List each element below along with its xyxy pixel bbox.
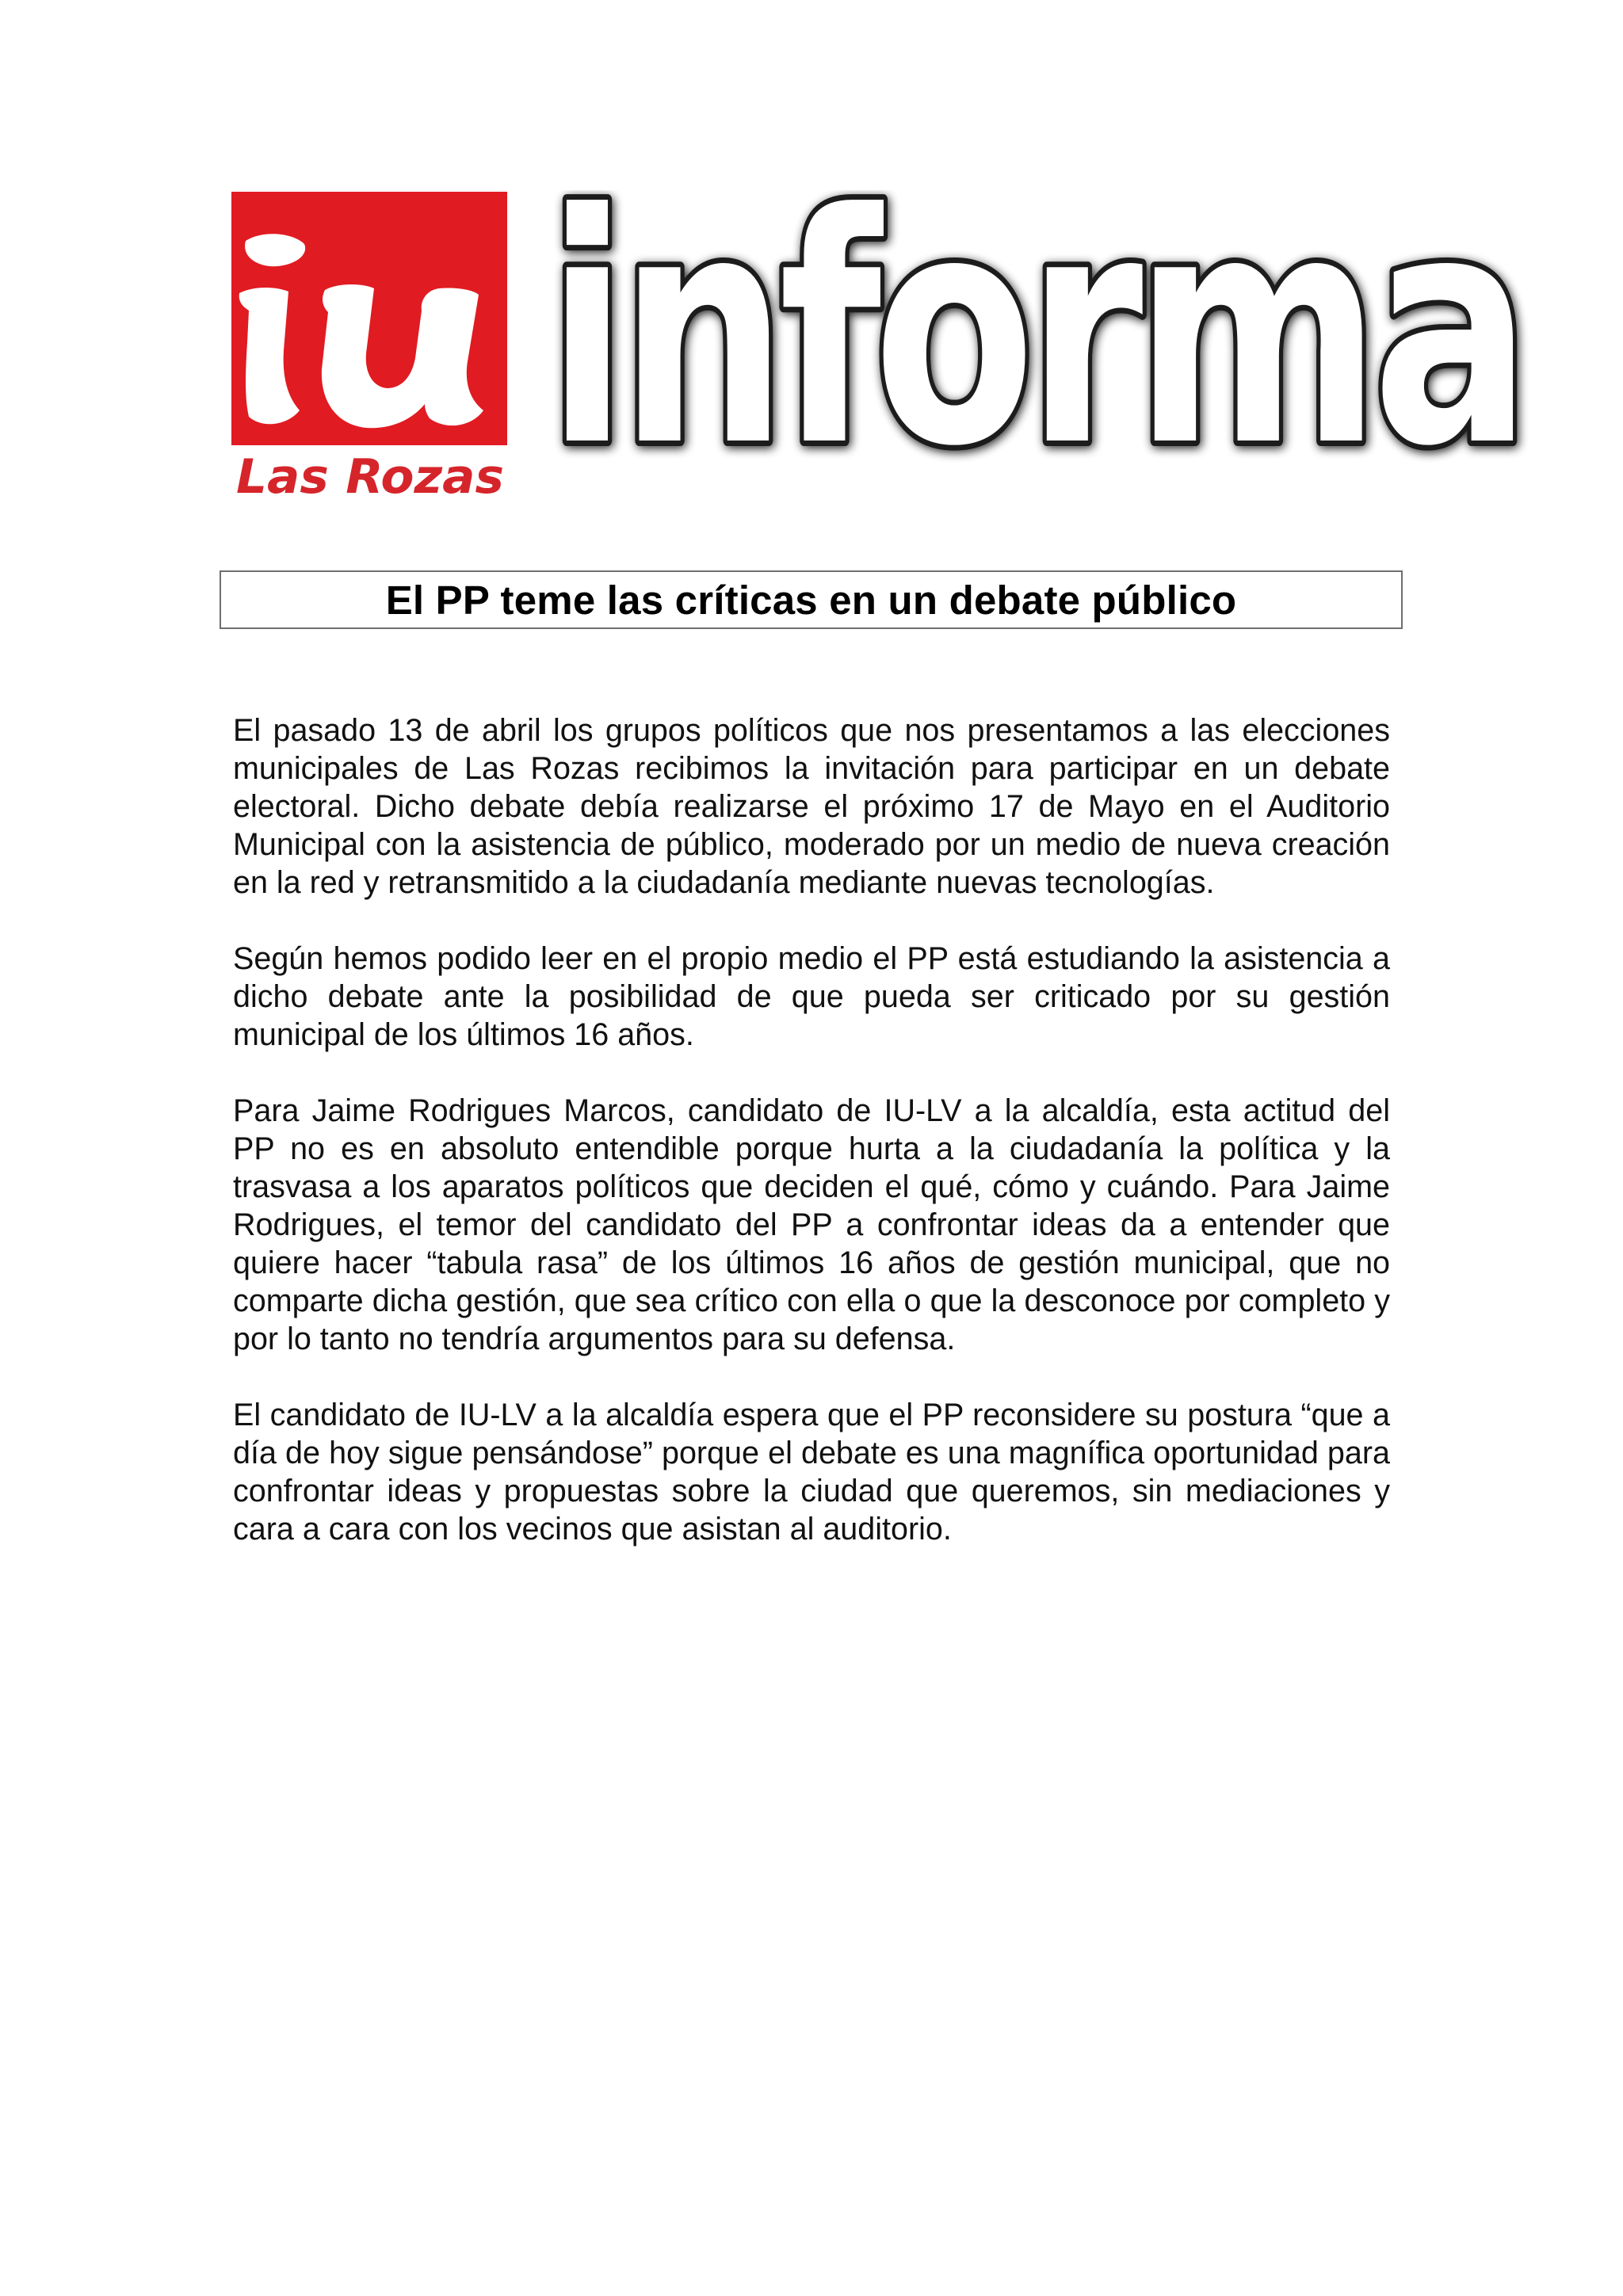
- iu-letters-graphic: [231, 192, 507, 445]
- masthead: [231, 190, 1531, 511]
- article-paragraph: Según hemos podido leer en el propio medio el PP está estudiando la asistencia a dicho debate ante la posibilidad de que pueda ser criticado por su gestión municipal de los últimos 16 años.: [233, 941, 1390, 1052]
- article-paragraph: Para Jaime Rodrigues Marcos, candidato de IU-LV a la alcaldía, esta actitud del PP no es en absoluto entendible porque hurta a la ciudadanía la política y la trasvasa a los aparatos políticos que deciden el qué, cómo y cuándo. Para Jaime Rodrigues, el temor del candidato del PP a confrontar ideas da a entender que quiere hacer “tabula rasa” de los últimos 16 años de gestión municipal, que no comparte dicha gestión, que sea crítico con ella o que la desconoce por completo y por lo tanto no tendría argumentos para su defensa.: [233, 1093, 1390, 1356]
- article-body: [233, 711, 1390, 1586]
- iu-las-rozas-logo: [231, 192, 507, 505]
- article-headline: El PP teme las críticas en un debate público: [385, 577, 1237, 623]
- informa-wordmark: [540, 190, 1531, 475]
- informa-text: informa: [547, 190, 1523, 475]
- logo-city-name: [235, 447, 507, 504]
- headline-box: [220, 570, 1403, 629]
- logo-city-text: Las Rozas: [236, 449, 504, 504]
- article-paragraph: El pasado 13 de abril los grupos políticos que nos presentamos a las elecciones municipales de Las Rozas recibimos la invitación para participar en un debate electoral. Dicho debate debía realizarse el próximo 17 de Mayo en el Auditorio Municipal con la asistencia de público, moderado por un medio de nueva creación en la red y retransmitido a la ciudadanía mediante nuevas tecnologías.: [233, 713, 1390, 900]
- logo-red-square: [231, 192, 507, 445]
- article-paragraph: El candidato de IU-LV a la alcaldía espera que el PP reconsidere su postura “que a día de hoy sigue pensándose” porque el debate es una magnífica oportunidad para confrontar ideas y propuestas sobre la ciudad que queremos, sin mediaciones y cara a cara con los vecinos que asistan al auditorio.: [233, 1398, 1390, 1547]
